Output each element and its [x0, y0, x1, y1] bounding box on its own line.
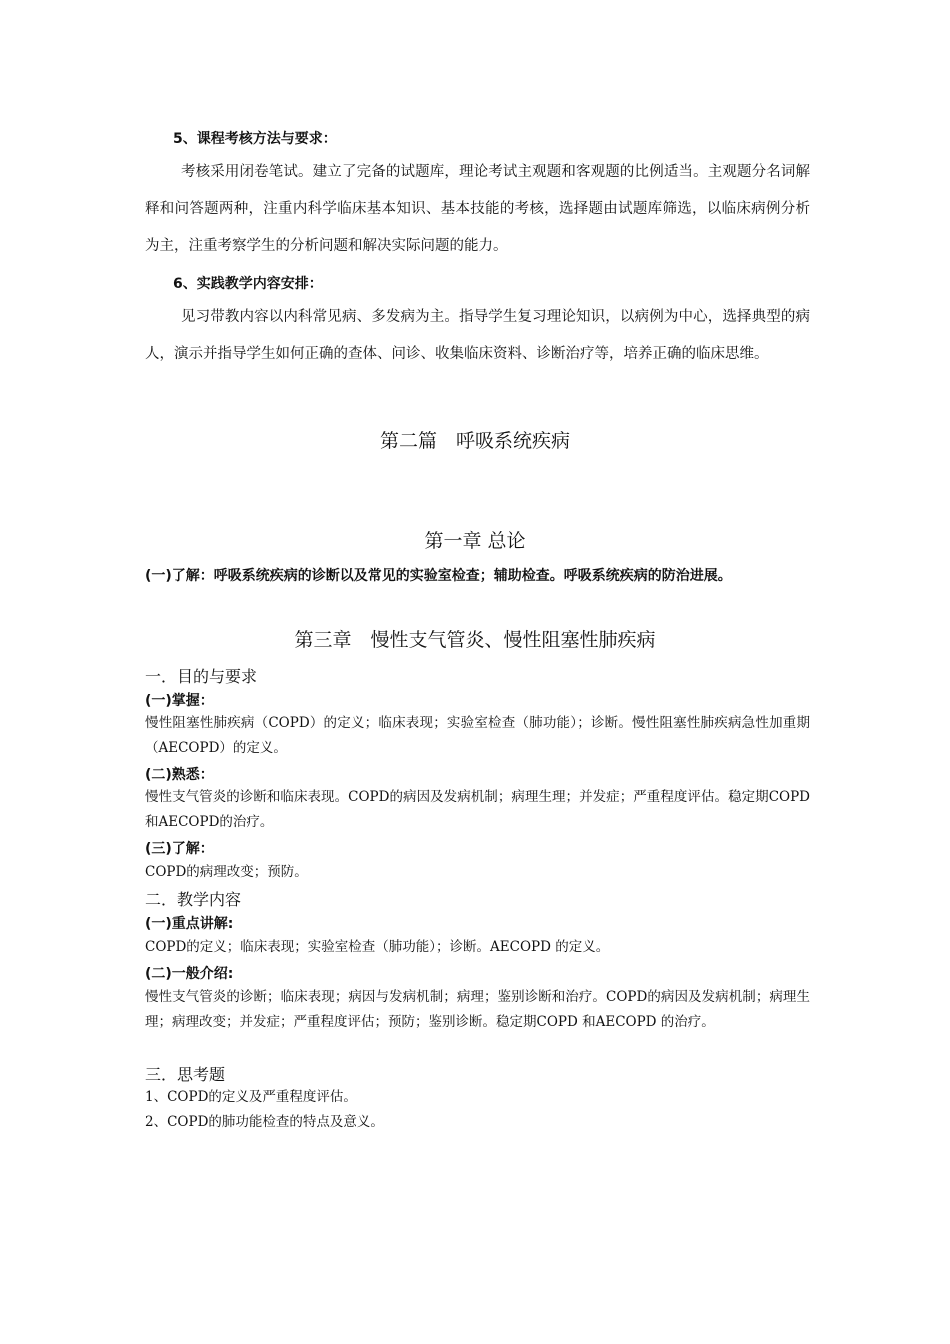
master-label: (一)掌握：: [145, 693, 214, 709]
key-label: (一)重点讲解:: [145, 916, 234, 932]
familiar-text: 慢性支气管炎的诊断和临床表现。COPD的病因及发病机制；病理生理；并发症；严重程度评估。稳定期COPD和AECOPD的治疗。: [145, 789, 810, 830]
master-text: 慢性阻塞性肺疾病（COPD）的定义；临床表现；实验室检查（肺功能）；诊断。慢性阻塞性肺疾病急性加重期（AECOPD）的定义。: [145, 715, 810, 756]
assessment-heading: 5、课程考核方法与要求：: [173, 131, 337, 147]
know-label: (三)了解：: [145, 841, 214, 857]
sec3-heading: 三．思考题: [145, 1065, 226, 1084]
part-title: 第二篇 呼吸系统疾病: [379, 430, 570, 452]
chapter3-title: 第三章 慢性支气管炎、慢性阻塞性肺疾病: [294, 629, 656, 651]
key-text: COPD的定义；临床表现；实验室检查（肺功能）；诊断。AECOPD 的定义。: [145, 939, 610, 955]
know-text: COPD的病理改变；预防。: [145, 864, 308, 880]
general-label: (二)一般介绍:: [145, 966, 234, 982]
chapter1-understand: (一)了解：呼吸系统疾病的诊断以及常见的实验室检查；辅助检查。呼吸系统疾病的防治进展。: [145, 568, 732, 584]
sec1-heading: 一．目的与要求: [145, 667, 258, 686]
general-text: 慢性支气管炎的诊断；临床表现；病因与发病机制；病理；鉴别诊断和治疗。COPD的病因及发病机制；病理生理；病理改变；并发症；严重程度评估；预防；鉴别诊断。稳定期COPD 和AECOPD 的治疗。: [145, 989, 810, 1030]
practice-body: 见习带教内容以内科常见病、多发病为主。指导学生复习理论知识，以病例为中心，选择典型的病人，演示并指导学生如何正确的查体、问诊、收集临床资料、诊断治疗等，培养正确的临床思维。: [145, 309, 810, 362]
sec2-heading: 二．教学内容: [145, 890, 242, 909]
question-1: 1、COPD的定义及严重程度评估。: [145, 1089, 357, 1105]
chapter1-title: 第一章 总论: [424, 530, 526, 552]
assessment-body: 考核采用闭卷笔试。建立了完备的试题库，理论考试主观题和客观题的比例适当。主观题分名词解释和问答题两种，注重内科学临床基本知识、基本技能的考核，选择题由试题库筛选，以临床病例分析为主，注重考察学生的分析问题和解决实际问题的能力。: [145, 164, 810, 254]
practice-heading: 6、实践教学内容安排：: [173, 276, 323, 292]
familiar-label: (二)熟悉：: [145, 767, 214, 783]
question-2: 2、COPD的肺功能检查的特点及意义。: [145, 1114, 384, 1130]
